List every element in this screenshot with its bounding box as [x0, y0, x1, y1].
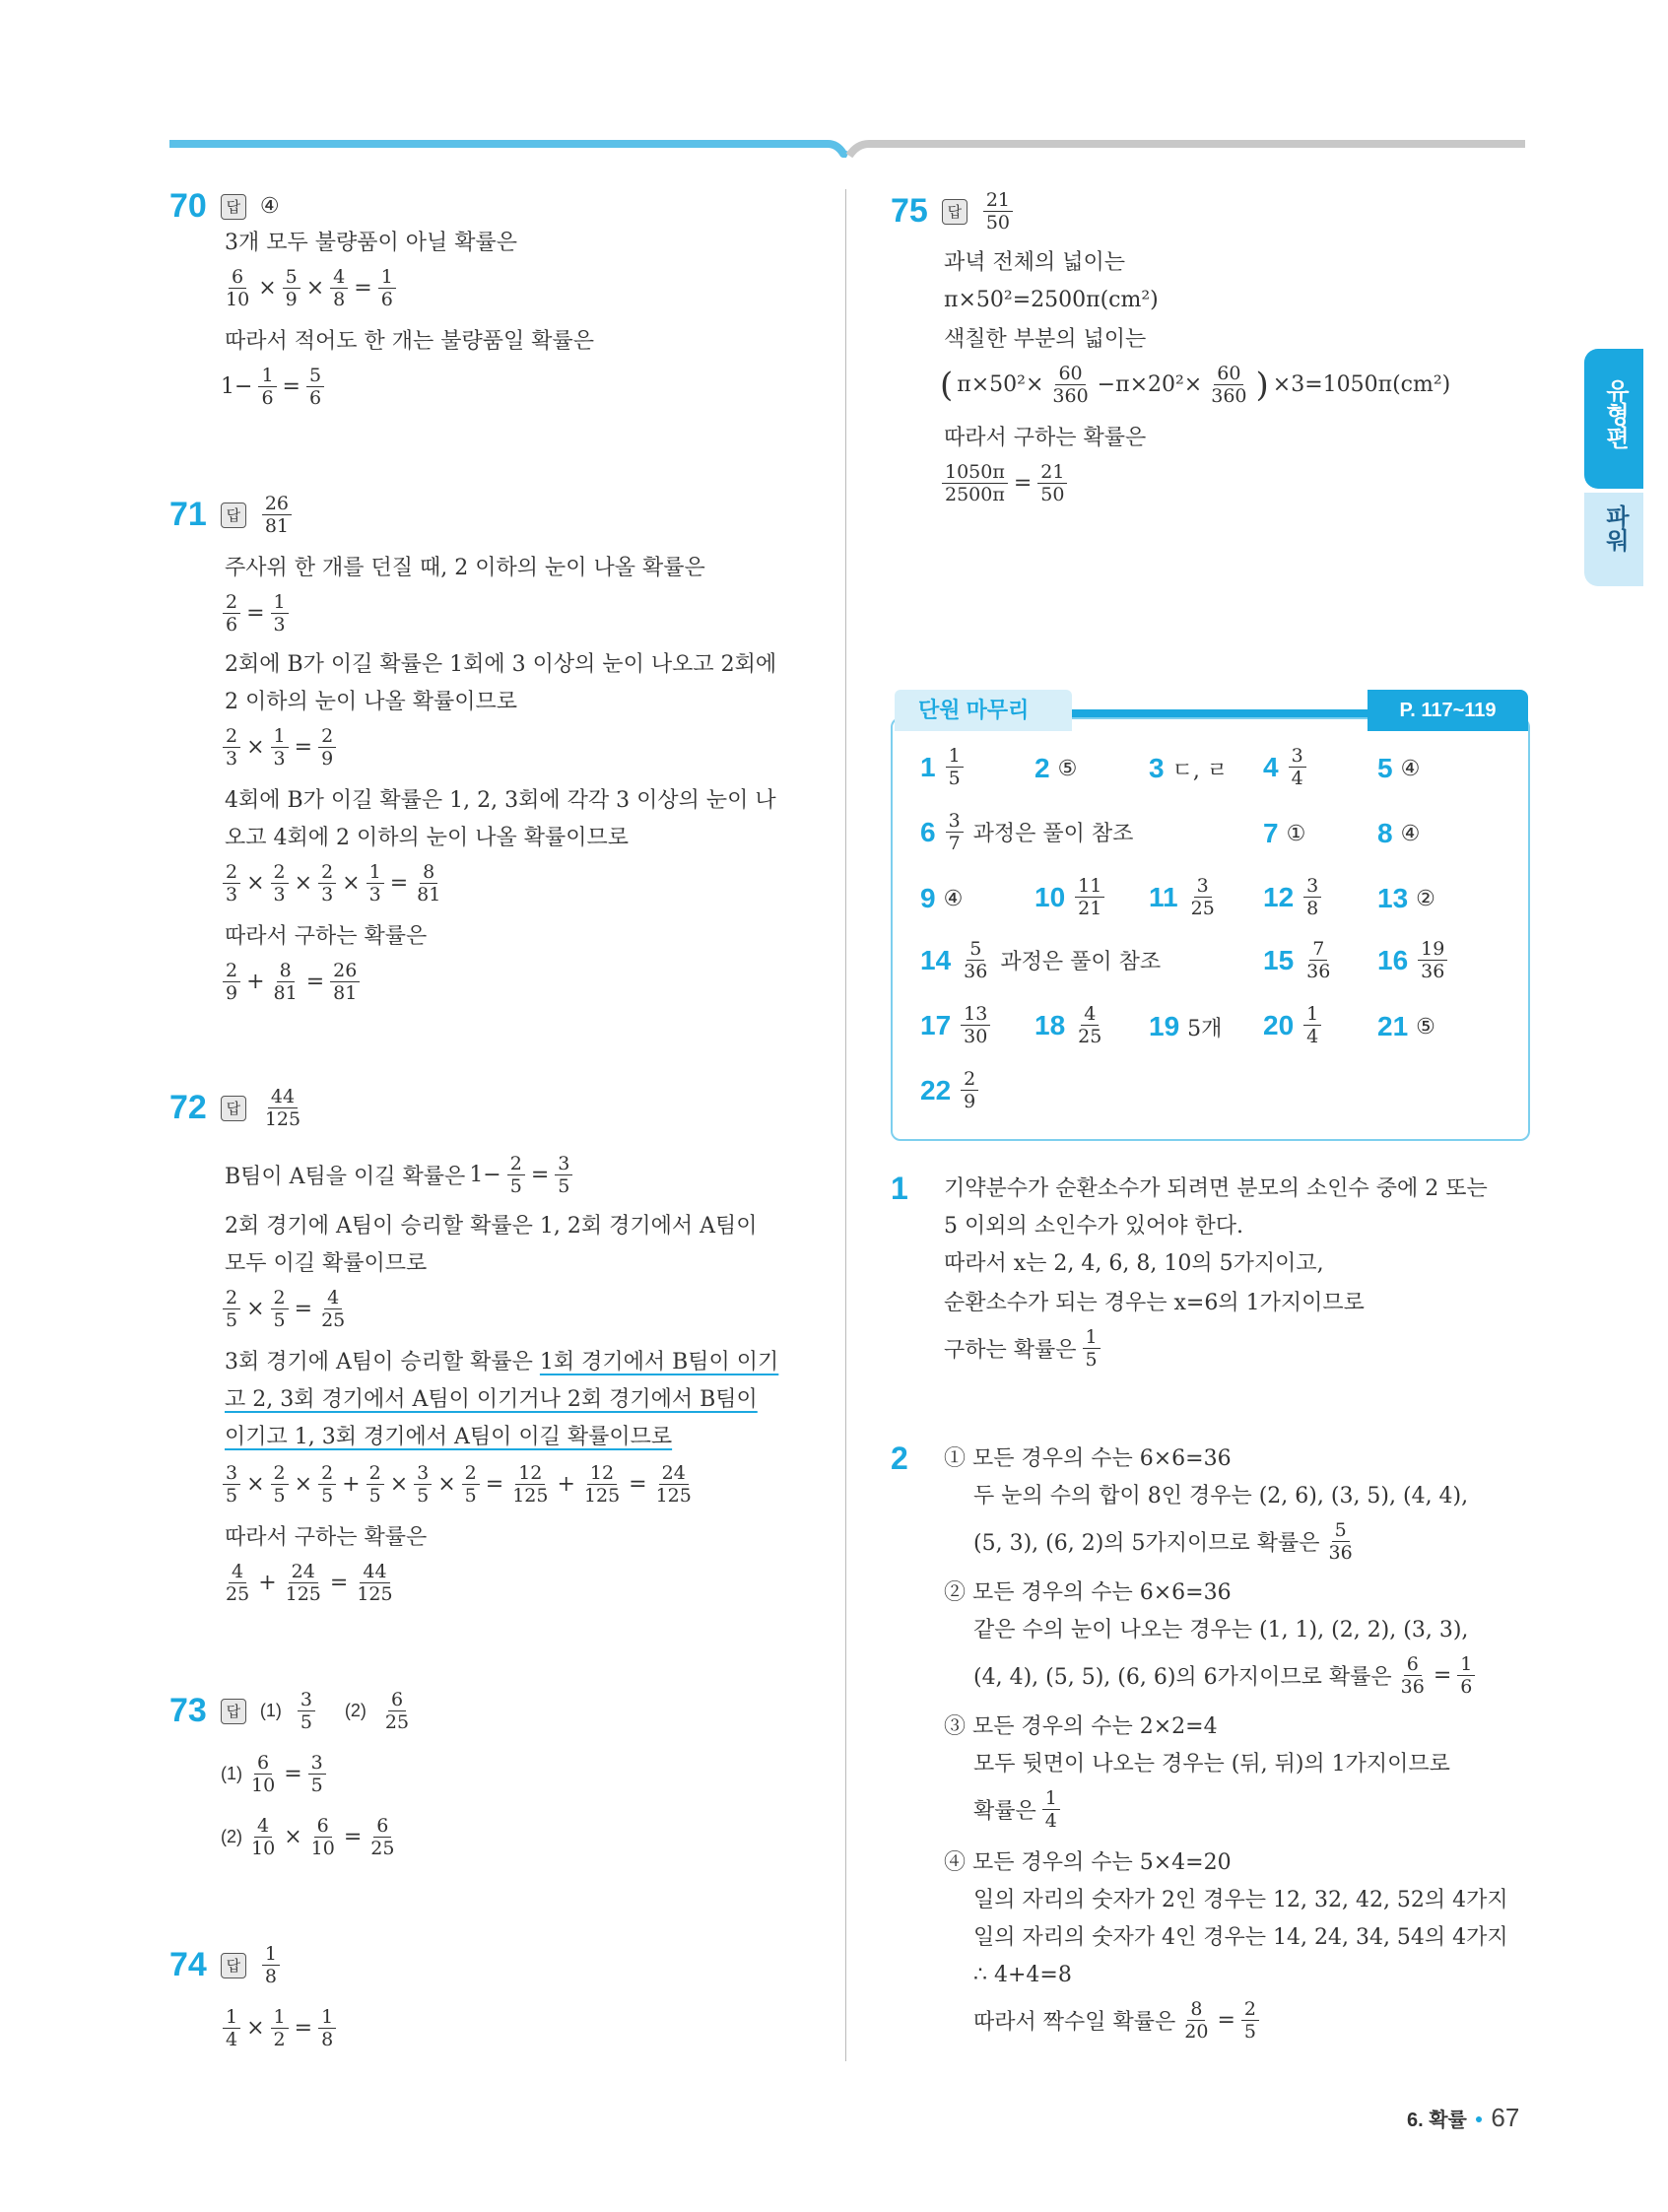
problem-75-header	[891, 189, 1015, 234]
problem-73-header: 73 답 (1) $\frac{3}{5}$ (2) $\frac{6}{25}$	[169, 1689, 410, 1733]
s1-text-1: 기약분수가 순환소수가 되려면 분모의 소인수 중에 2 또는	[944, 1176, 1488, 1201]
summary-item-13: 13 ②	[1377, 883, 1435, 913]
summary-title-rule	[1072, 709, 1368, 717]
p71-text-3: 2 이하의 눈이 나올 확률이므로	[225, 690, 517, 714]
answer-tag: 답	[221, 1699, 246, 1724]
s1-text-4: 순환소수가 되는 경우는 x=6의 1가지이므로	[944, 1291, 1365, 1315]
p75-formula-1: ( π×50²× $\frac{60}{360}$ −π×20²× $\frac{60}{360}$ ) ×3=1050π(cm²)	[940, 363, 1451, 407]
summary-item-17: 17 $\frac{13}{30}$	[920, 1003, 992, 1047]
s2-o3a: ③ 모든 경우의 수는 2×2=4	[944, 1714, 1218, 1739]
p72-text-5: 고 2, 3회 경기에서 A팀이 이기거나 2회 경기에서 B팀이	[225, 1387, 758, 1412]
answer-fraction: $\frac{26}{81}$	[262, 493, 292, 537]
answer-fraction: $\frac{21}{50}$	[983, 189, 1013, 234]
p71-text-4: 4회에 B가 이길 확률은 1, 2, 3회에 각각 3 이상의 눈이 나	[225, 788, 776, 813]
s1-text-3: 따라서 x는 2, 4, 6, 8, 10의 5가지이고,	[944, 1251, 1324, 1276]
summary-item-11: 11 $\frac{3}{25}$	[1149, 875, 1215, 919]
p71-text-2: 2회에 B가 이길 확률은 1회에 3 이상의 눈이 나오고 2회에	[225, 652, 777, 677]
answer-tag: 답	[942, 199, 967, 225]
answer-fraction: $\frac{44}{125}$	[264, 1086, 301, 1130]
top-rule	[167, 134, 1527, 158]
problem-74-header	[169, 1943, 282, 1987]
chapter-label: 6. 확률	[1407, 2110, 1467, 2131]
p70-formula-1: $\frac{6}{10}$ × $\frac{5}{9}$ × $\frac{4}{8}$ = $\frac{1}{6}$	[221, 266, 398, 310]
problem-number: 72	[169, 1089, 207, 1126]
s2-o4b: 일의 자리의 숫자가 2인 경우는 12, 32, 42, 52의 4가지	[973, 1888, 1508, 1912]
p70-text-2: 따라서 적어도 한 개는 불량품일 확률은	[225, 329, 594, 354]
p72-text-4: 3회 경기에 A팀이 승리할 확률은 1회 경기에서 B팀이 이기	[225, 1350, 779, 1374]
solution-2-number: 2	[891, 1441, 908, 1476]
s2-o4c: 일의 자리의 숫자가 4인 경우는 14, 24, 34, 54의 4가지	[973, 1925, 1508, 1950]
summary-item-2: 2 ⑤	[1034, 753, 1078, 783]
summary-item-14: 14 $\frac{5}{36}$ 과정은 풀이 참조	[920, 938, 1162, 982]
s1-text-2: 5 이외의 소인수가 있어야 한다.	[944, 1214, 1243, 1239]
summary-item-10: 10 $\frac{11}{21}$	[1034, 875, 1106, 919]
answer-tag: 답	[221, 1953, 246, 1978]
p72-text-6: 이기고 1, 3회 경기에서 A팀이 이길 확률이므로	[225, 1425, 673, 1449]
s2-o1b: 두 눈의 수의 합이 8인 경우는 (2, 6), (3, 5), (4, 4),	[973, 1484, 1469, 1508]
s2-o1a: ① 모든 경우의 수는 6×6=36	[944, 1446, 1232, 1471]
summary-item-9: 9 ④	[920, 883, 964, 913]
problem-71-header	[169, 493, 294, 537]
s2-o4e: 따라서 짝수일 확률은 $\frac{8}{20}$ = $\frac{2}{5}$	[973, 1998, 1261, 2043]
answer-fraction: $\frac{1}{8}$	[262, 1943, 280, 1987]
p75-text-1: 과녁 전체의 넓이는	[944, 250, 1126, 275]
p71-formula-3: $\frac{2}{3}$ × $\frac{2}{3}$ × $\frac{2}{3}$ × $\frac{1}{3}$ = $\frac{8}{81}$	[221, 861, 445, 905]
p75-formula-2: $\frac{1050\pi}{2500\pi}$ = $\frac{21}{50}$	[940, 461, 1069, 505]
problem-number: 71	[169, 496, 207, 533]
summary-item-8: 8 ④	[1377, 818, 1421, 848]
summary-item-3: 3 ㄷ, ㄹ	[1149, 753, 1229, 783]
summary-item-6: 6 $\frac{3}{7}$ 과정은 풀이 참조	[920, 810, 1134, 854]
s2-o4d: ∴ 4+4=8	[973, 1963, 1072, 1987]
summary-item-7: 7 ①	[1263, 818, 1306, 848]
s2-o1c: (5, 3), (6, 2)의 5가지이므로 확률은 $\frac{5}{36}$	[973, 1519, 1353, 1564]
problem-number: 74	[169, 1946, 207, 1983]
s1-text-5: 구하는 확률은 $\frac{1}{5}$	[944, 1326, 1102, 1371]
summary-item-15: 15 $\frac{7}{36}$	[1263, 938, 1331, 982]
s2-o3c: 확률은 $\frac{1}{4}$	[973, 1787, 1062, 1832]
summary-item-16: 16 $\frac{19}{36}$	[1377, 938, 1449, 982]
p71-text-5: 오고 4회에 2 이하의 눈이 나올 확률이므로	[225, 826, 629, 850]
problem-number: 70	[169, 187, 207, 225]
problem-number: 73	[169, 1692, 207, 1729]
summary-title: 단원 마무리	[895, 690, 1072, 731]
summary-item-20: 20 $\frac{1}{4}$	[1263, 1003, 1323, 1047]
s2-o2b: 같은 수의 눈이 나오는 경우는 (1, 1), (2, 2), (3, 3),	[973, 1618, 1469, 1642]
p72-formula-3: $\frac{4}{25}$ + $\frac{24}{125}$ = $\frac{44}{125}$	[226, 1561, 393, 1605]
summary-item-5: 5 ④	[1377, 753, 1421, 783]
p75-text-3: 색칠한 부분의 넓이는	[944, 327, 1147, 352]
p71-text-6: 따라서 구하는 확률은	[225, 924, 428, 949]
problem-number: 75	[891, 192, 928, 230]
s2-o2a: ② 모든 경우의 수는 6×6=36	[944, 1580, 1232, 1605]
page-footer	[1407, 2103, 1519, 2133]
p70-formula-2: 1− $\frac{1}{6}$ = $\frac{5}{6}$	[221, 365, 326, 409]
answer-tag: 답	[221, 1096, 246, 1121]
p72-text-2: 2회 경기에 A팀이 승리할 확률은 1, 2회 경기에서 A팀이	[225, 1214, 758, 1239]
problem-72-header	[169, 1086, 305, 1130]
p71-text-1: 주사위 한 개를 던질 때, 2 이하의 눈이 나올 확률은	[225, 556, 705, 580]
side-tab-sub[interactable]: 파워	[1601, 504, 1630, 552]
solution-1-number: 1	[891, 1171, 908, 1206]
s2-o4a: ④ 모든 경우의 수는 5×4=20	[944, 1850, 1232, 1875]
p73-formula-1: (1) $\frac{6}{10}$ = $\frac{3}{5}$	[221, 1752, 328, 1796]
p72-line-1: B팀이 A팀을 이길 확률은 1− $\frac{2}{5}$ = $\frac{3}{5}$	[225, 1153, 574, 1197]
s2-o2c: (4, 4), (5, 5), (6, 6)의 6가지이므로 확률은 $\frac{6}{36}$ = $\frac{1}{6}$	[973, 1653, 1477, 1698]
p73-formula-2: (2) $\frac{4}{10}$ × $\frac{6}{10}$ = $\frac{6}{25}$	[221, 1815, 395, 1859]
p72-text-3: 모두 이길 확률이므로	[225, 1251, 428, 1276]
p72-formula-1: $\frac{2}{5}$ × $\frac{2}{5}$ = $\frac{4}{25}$	[221, 1287, 350, 1331]
answer-tag: 답	[221, 194, 246, 220]
p71-formula-4: $\frac{2}{9}$ + $\frac{8}{81}$ = $\frac{26}{81}$	[221, 960, 362, 1004]
p70-text-1: 3개 모두 불량품이 아닐 확률은	[225, 231, 517, 255]
p71-formula-1: $\frac{2}{6}$ = $\frac{1}{3}$	[221, 591, 291, 636]
answer-tag: 답	[221, 503, 246, 528]
p71-formula-2: $\frac{2}{3}$ × $\frac{1}{3}$ = $\frac{2}{9}$	[221, 725, 338, 770]
side-tab-label[interactable]: 유형편	[1601, 378, 1630, 449]
p72-text-7: 따라서 구하는 확률은	[225, 1525, 428, 1550]
problem-70-header	[169, 187, 280, 226]
p74-formula-1: $\frac{1}{4}$ × $\frac{1}{2}$ = $\frac{1}{8}$	[221, 2006, 338, 2050]
p72-formula-2: $\frac{3}{5}$ × $\frac{2}{5}$ × $\frac{2}{5}$ + $\frac{2}{5}$ × $\frac{3}{5}$ × $\frac{2}{5}$ = $\frac{12}{125}$ + $\frac{12}{125}$ = $\frac{24}{125}$	[221, 1462, 697, 1507]
summary-item-4: 4 $\frac{3}{4}$	[1263, 745, 1308, 789]
p75-text-4: 따라서 구하는 확률은	[944, 426, 1147, 450]
summary-item-21: 21 ⑤	[1377, 1011, 1435, 1041]
summary-pages: P. 117~119	[1368, 690, 1528, 731]
summary-item-1: 1 $\frac{1}{5}$	[920, 745, 966, 789]
summary-item-19: 19 5개	[1149, 1011, 1223, 1041]
s2-o3b: 모두 뒷면이 나오는 경우는 (뒤, 뒤)의 1가지이므로	[973, 1752, 1450, 1776]
summary-item-22: 22 $\frac{2}{9}$	[920, 1068, 980, 1112]
answer-value: ④	[259, 194, 280, 219]
page-number: 67	[1491, 2103, 1520, 2132]
summary-item-18: 18 $\frac{4}{25}$	[1034, 1003, 1102, 1047]
summary-item-12: 12 $\frac{3}{8}$	[1263, 875, 1323, 919]
bullet-icon: ●	[1474, 2110, 1484, 2126]
p75-text-2: π×50²=2500π(cm²)	[944, 288, 1159, 312]
column-divider	[845, 189, 846, 2061]
